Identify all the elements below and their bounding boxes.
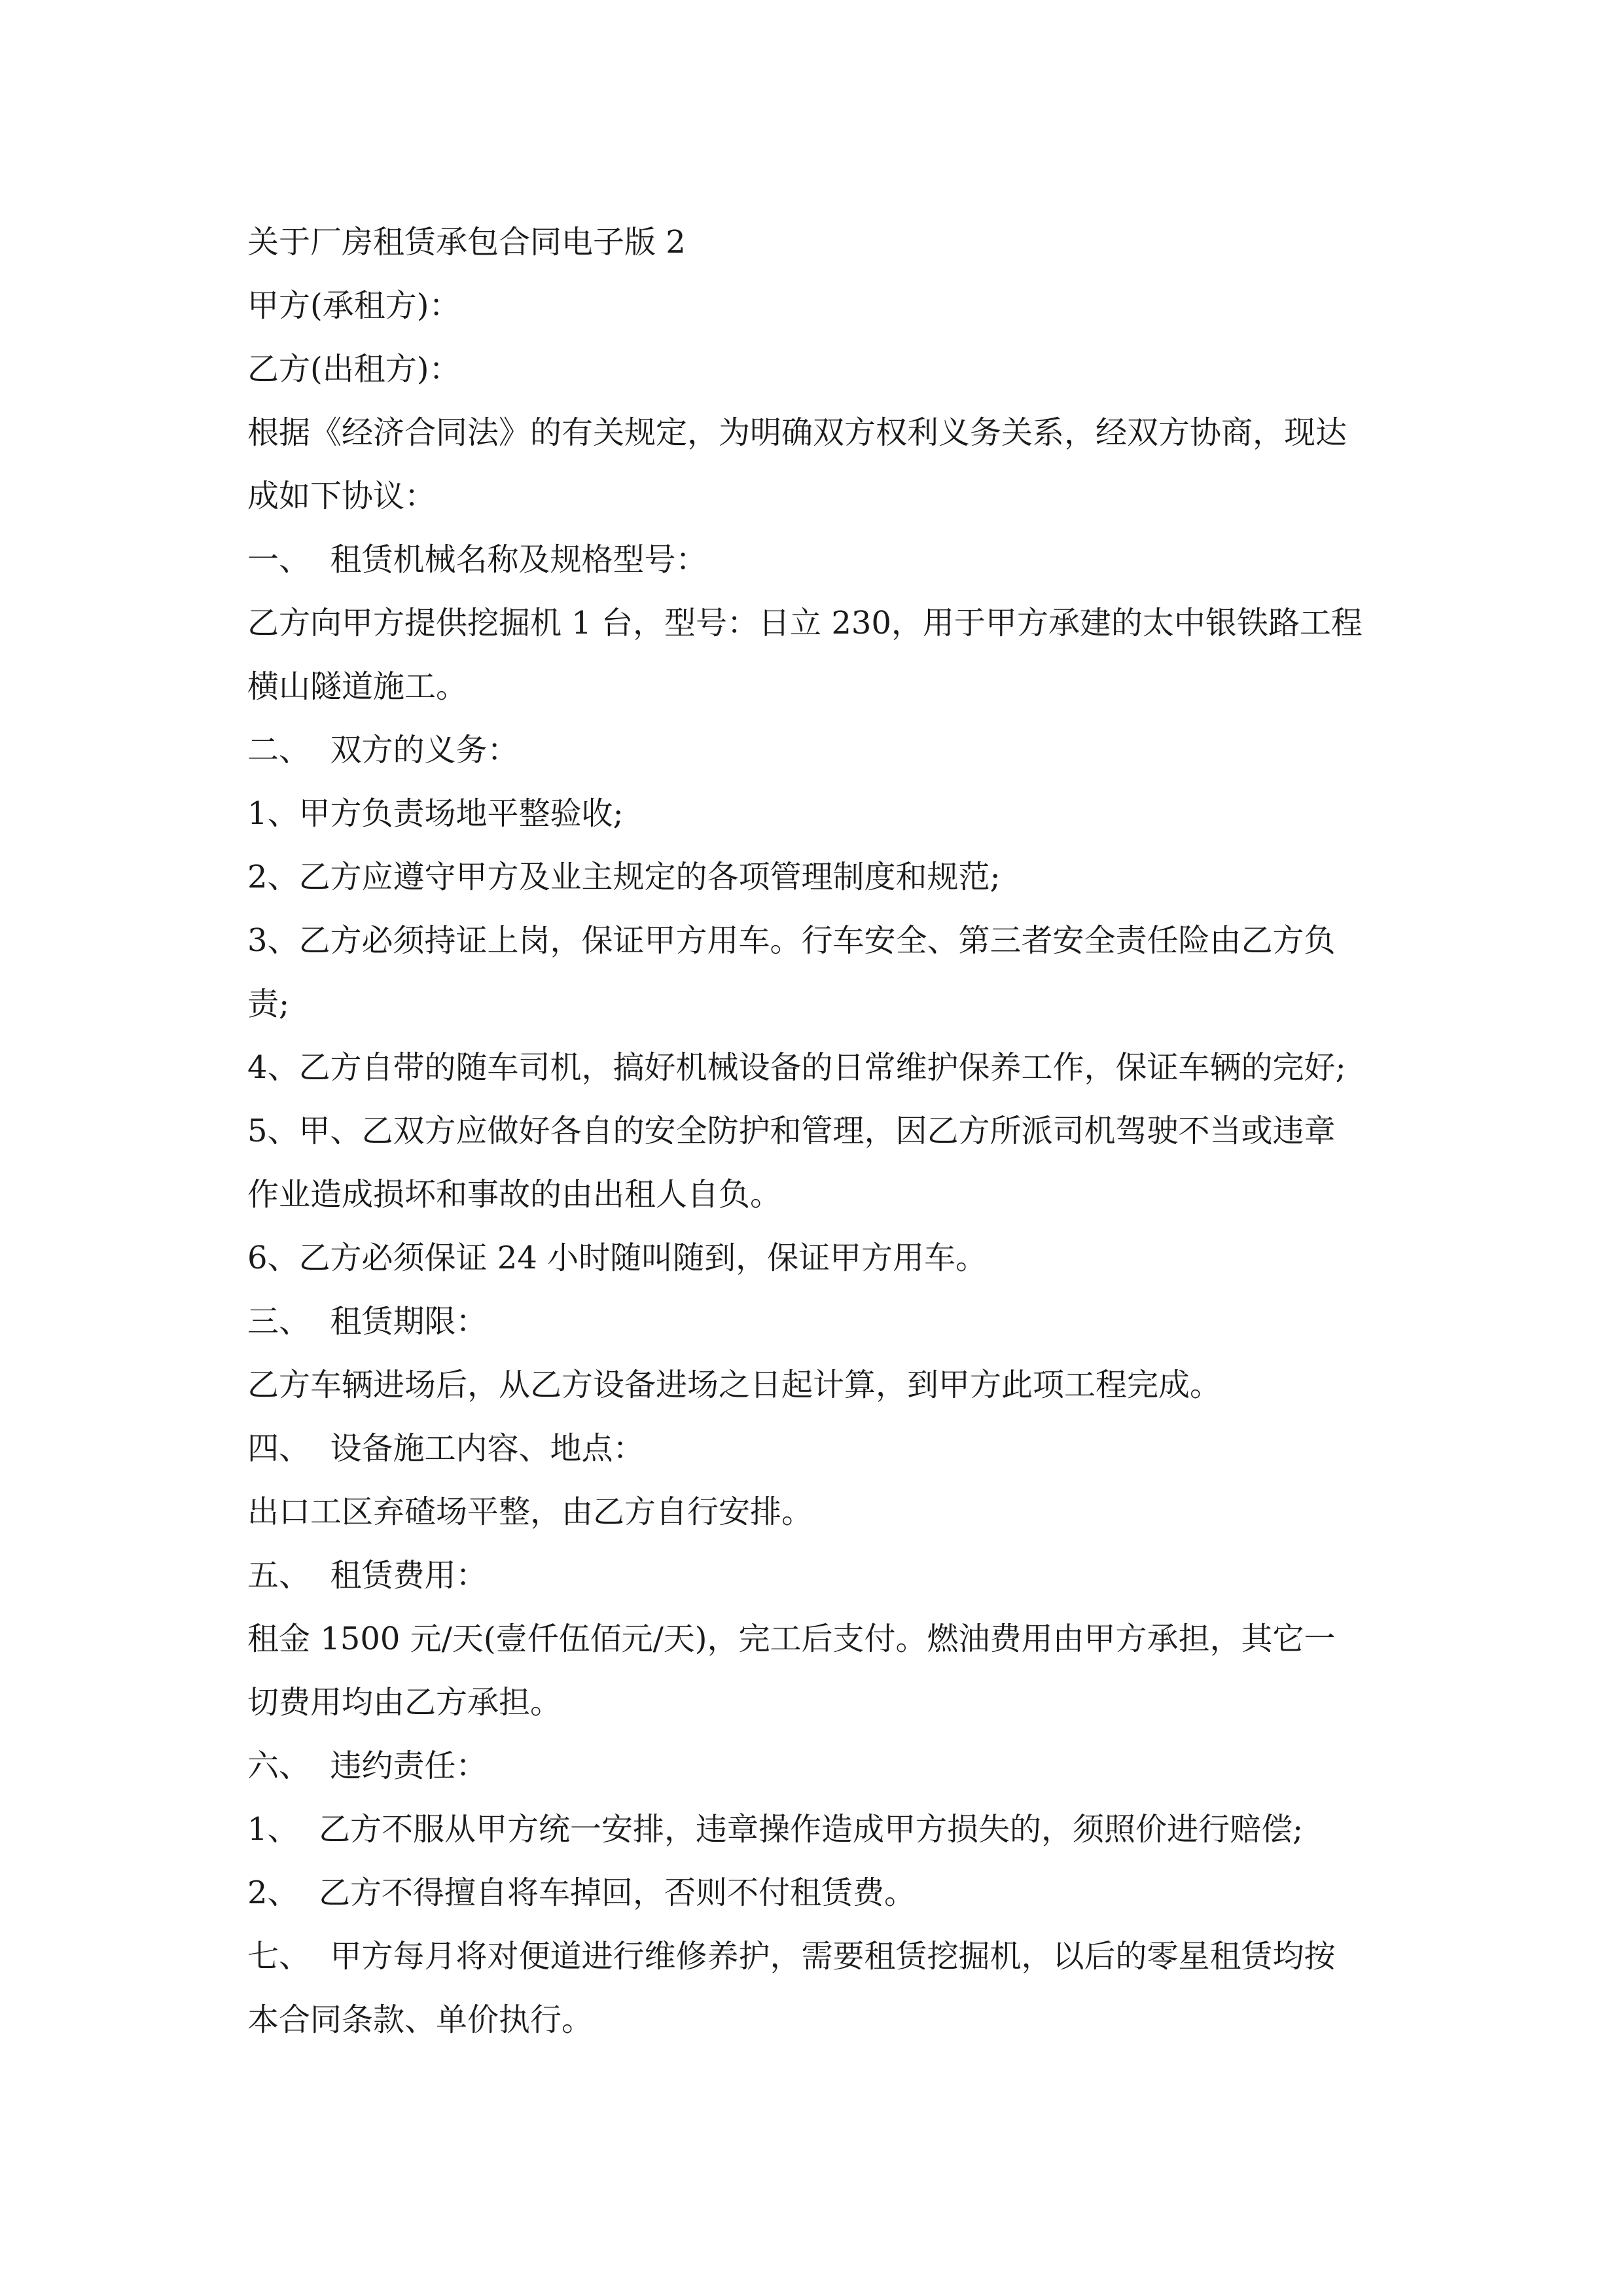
list-item: 2、 乙方不得擅自将车掉回，否则不付租赁费。: [247, 1874, 916, 1911]
paragraph-line: 本合同条款、单价执行。: [247, 2001, 594, 2038]
list-item: 1、 乙方不服从甲方统一安排，违章操作造成甲方损失的，须照价进行赔偿;: [247, 1811, 1304, 1848]
list-item: 3、乙方必须持证上岗，保证甲方用车。行车安全、第三者安全责任险由乙方负: [247, 922, 1336, 959]
section-heading-3: 三、 租赁期限：: [247, 1303, 488, 1340]
section-heading-2: 二、 双方的义务：: [247, 732, 519, 768]
party-a-line: 甲方(承租方)：: [247, 287, 461, 324]
party-b-line: 乙方(出租方)：: [247, 351, 461, 387]
paragraph-line: 横山隧道施工。: [247, 668, 468, 705]
paragraph-line: 租金 1500 元/天(壹仟伍佰元/天)，完工后支付。燃油费用由甲方承担，其它一: [247, 1621, 1336, 1657]
paragraph-line: 出口工区弃碴场平整，由乙方自行安排。: [247, 1494, 813, 1530]
section-heading-4: 四、 设备施工内容、地点：: [247, 1430, 645, 1467]
list-item: 4、乙方自带的随车司机，搞好机械设备的日常维护保养工作，保证车辆的完好;: [247, 1049, 1346, 1086]
contract-body: [247, 211, 1380, 2052]
list-item: 2、乙方应遵守甲方及业主规定的各项管理制度和规范;: [247, 859, 1001, 895]
document-title: 关于厂房租赁承包合同电子版 2: [247, 224, 686, 260]
section-heading-5: 五、 租赁费用：: [247, 1557, 488, 1594]
list-item-continuation: 作业造成损坏和事故的由出租人自负。: [247, 1176, 782, 1213]
preamble-line-2: 成如下协议：: [247, 478, 437, 514]
paragraph-line: 乙方车辆进场后，从乙方设备进场之日起计算，到甲方此项工程完成。: [247, 1367, 1222, 1403]
list-item: 1、甲方负责场地平整验收;: [247, 795, 624, 832]
list-item: 5、甲、乙双方应做好各自的安全防护和管理，因乙方所派司机驾驶不当或违章: [247, 1113, 1336, 1149]
paragraph-line: 切费用均由乙方承担。: [247, 1684, 562, 1721]
section-heading-6: 六、 违约责任：: [247, 1748, 488, 1784]
list-item-continuation: 责;: [247, 986, 290, 1022]
list-item: 6、乙方必须保证 24 小时随叫随到，保证甲方用车。: [247, 1240, 988, 1276]
section-heading-1: 一、 租赁机械名称及规格型号：: [247, 541, 707, 578]
paragraph-line: 乙方向甲方提供挖掘机 1 台，型号：日立 230，用于甲方承建的太中银铁路工程: [247, 605, 1363, 641]
section-heading-7: 七、 甲方每月将对便道进行维修养护，需要租赁挖掘机，以后的零星租赁均按: [247, 1938, 1336, 1975]
preamble-line-1: 根据《经济合同法》的有关规定，为明确双方权利义务关系，经双方协商，现达: [247, 414, 1347, 451]
